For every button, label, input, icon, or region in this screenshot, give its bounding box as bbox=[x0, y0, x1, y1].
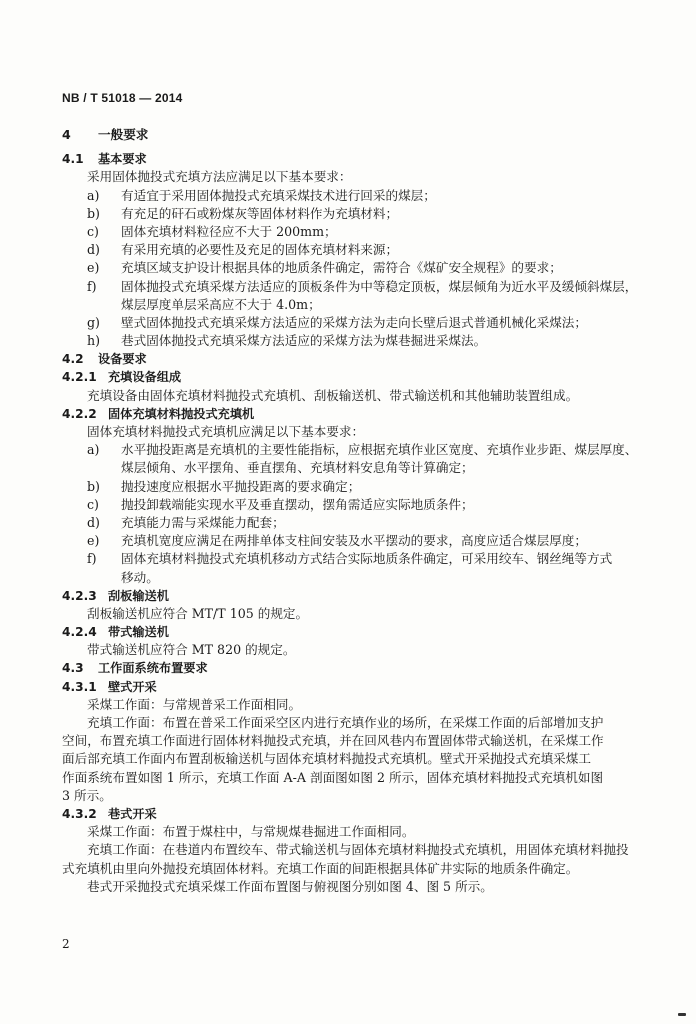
list-marker: e) bbox=[87, 533, 100, 549]
list-marker: g) bbox=[87, 314, 100, 330]
section-heading-4-2-2 bbox=[62, 405, 662, 423]
paragraph-line: 3 所示。 bbox=[62, 787, 112, 803]
list-item-text: 固体充填材料抛投式充填机移动方式结合实际地质条件确定，可采用绞车、钢丝绳等方式 bbox=[121, 551, 613, 567]
section-title: 基本要求 bbox=[98, 152, 147, 167]
section-heading-4-2-1 bbox=[62, 368, 662, 386]
list-item-text: 有适宜于采用固体抛投式充填采煤技术进行回采的煤层； bbox=[121, 187, 436, 203]
section-number: 4.2.4 bbox=[62, 625, 97, 640]
list-item bbox=[62, 259, 662, 277]
list-marker: d) bbox=[87, 514, 100, 530]
paragraph: 刮板输送机应符合 MT/T 105 的规定。 bbox=[87, 605, 309, 621]
list-item bbox=[62, 496, 662, 514]
standard-code-header: NB / T 51018 — 2014 bbox=[62, 91, 183, 105]
list-item-text: 有采用充填的必要性及充足的固体充填材料来源； bbox=[121, 242, 399, 258]
list-item-text: 巷式固体抛投式充填采煤方法适应的采煤方法为煤巷掘进采煤法。 bbox=[121, 333, 487, 349]
list-item-text: 固体充填材料粒径应不大于 200mm； bbox=[121, 223, 337, 239]
list-item-continuation: 移动。 bbox=[121, 569, 159, 585]
list-marker: f) bbox=[87, 278, 97, 294]
list-marker: d) bbox=[87, 242, 100, 258]
paragraph-line: 面后部充填工作面内布置刮板输送机与固体充填材料抛投式充填机。壁式开采抛投式充填采煤工 bbox=[62, 751, 591, 767]
section-heading-4 bbox=[62, 126, 662, 144]
list-item-text: 充填机宽度应满足在两排单体支柱间安装及水平摆动的要求，高度应适合煤层厚度； bbox=[121, 533, 587, 549]
section-title: 设备要求 bbox=[98, 352, 147, 367]
paragraph-line: 空间，布置充填工作面进行固体材料抛投式充填，并在回风巷内布置固体带式输送机，在采煤工作 bbox=[62, 733, 604, 749]
paragraph: 充填设备由固体充填材料抛投式充填机、刮板输送机、带式输送机和其他辅助装置组成。 bbox=[87, 387, 579, 403]
section-title: 带式输送机 bbox=[108, 625, 169, 640]
section-number: 4.2 bbox=[62, 352, 84, 367]
list-item bbox=[62, 278, 662, 296]
section-title: 工作面系统布置要求 bbox=[98, 661, 208, 676]
list-item-text: 抛投卸载端能实现水平及垂直摆动，摆角需适应实际地质条件； bbox=[121, 496, 474, 512]
section-heading-4-2-4 bbox=[62, 623, 662, 641]
list-item bbox=[62, 223, 662, 241]
section-number: 4.2.2 bbox=[62, 406, 97, 421]
section-title: 一般要求 bbox=[98, 127, 149, 142]
list-item bbox=[62, 550, 662, 568]
section-number: 4 bbox=[62, 127, 71, 142]
list-item bbox=[62, 441, 662, 459]
section-number: 4.2.1 bbox=[62, 370, 97, 385]
paragraph-line: 充填工作面：布置在普采工作面采空区内进行充填作业的场所，在采煤工作面的后部增加支护 bbox=[87, 715, 604, 730]
list-item-continuation: 煤层倾角、水平摆角、垂直摆角、充填材料安息角等计算确定； bbox=[121, 460, 474, 476]
paragraph-line: 式充填机由里向外抛投充填固体材料。充填工作面的间距根据具体矿井实际的地质条件确定。 bbox=[62, 860, 579, 876]
paragraph-line: 作面系统布置如图 1 所示，充填工作面 A-A 剖面图如图 2 所示，固体充填材料抛投式充填机如图 bbox=[62, 769, 604, 785]
section-heading-4-2 bbox=[62, 350, 662, 368]
list-marker: a) bbox=[87, 442, 100, 458]
list-item bbox=[62, 514, 662, 532]
list-marker: c) bbox=[87, 223, 99, 239]
paragraph: 带式输送机应符合 MT 820 的规定。 bbox=[87, 642, 296, 658]
list-item bbox=[62, 332, 662, 350]
list-item bbox=[62, 241, 662, 259]
section-heading-4-3-1 bbox=[62, 678, 662, 696]
list-item-text: 固体抛投式充填采煤方法适应的顶板条件为中等稳定顶板，煤层倾角为近水平及缓倾斜煤层， bbox=[121, 278, 638, 294]
paragraph: 采煤工作面：布置于煤柱中，与常规煤巷掘进工作面相同。 bbox=[87, 824, 415, 840]
paragraph-line: 充填工作面：在巷道内布置绞车、带式输送机与固体充填材料抛投式充填机，用固体充填材料抛投 bbox=[87, 842, 629, 858]
document-body bbox=[62, 124, 662, 896]
list-item-text: 充填能力需与采煤能力配套； bbox=[121, 514, 285, 530]
paragraph: 采煤工作面：与常规普采工作面相同。 bbox=[87, 696, 302, 712]
list-marker: c) bbox=[87, 496, 99, 512]
list-item-text: 有充足的矸石或粉煤灰等固体材料作为充填材料； bbox=[121, 205, 399, 221]
list-item-text: 充填区域支护设计根据具体的地质条件确定，需符合《煤矿安全规程》的要求； bbox=[121, 260, 562, 276]
section-number: 4.1 bbox=[62, 152, 84, 167]
list-item bbox=[62, 532, 662, 550]
list-marker: e) bbox=[87, 260, 100, 276]
section-heading-4-3 bbox=[62, 659, 662, 677]
list-marker: h) bbox=[87, 333, 101, 349]
list-marker: a) bbox=[87, 187, 100, 203]
section-number: 4.2.3 bbox=[62, 588, 97, 603]
page-number: 2 bbox=[62, 937, 70, 951]
section-title: 壁式开采 bbox=[108, 679, 157, 694]
scan-mark bbox=[678, 1013, 686, 1016]
section-title: 巷式开采 bbox=[108, 806, 157, 821]
section-heading-4-2-3 bbox=[62, 587, 662, 605]
list-marker: f) bbox=[87, 551, 97, 567]
list-item bbox=[62, 205, 662, 223]
list-item bbox=[62, 187, 662, 205]
list-item-text: 壁式固体抛投式充填采煤方法适应的采煤方法为走向长壁后退式普通机械化采煤法； bbox=[121, 314, 587, 330]
section-number: 4.3 bbox=[62, 661, 84, 676]
section-number: 4.3.2 bbox=[62, 806, 97, 821]
section-heading-4-1 bbox=[62, 150, 662, 168]
paragraph: 采用固体抛投式充填方法应满足以下基本要求： bbox=[87, 169, 352, 185]
section-title: 固体充填材料抛投式充填机 bbox=[108, 406, 255, 421]
section-title: 刮板输送机 bbox=[108, 588, 169, 603]
list-marker: b) bbox=[87, 205, 100, 221]
list-item bbox=[62, 478, 662, 496]
paragraph: 固体充填材料抛投式充填机应满足以下基本要求： bbox=[87, 424, 365, 439]
list-marker: b) bbox=[87, 478, 100, 494]
section-number: 4.3.1 bbox=[62, 679, 97, 694]
list-item-text: 水平抛投距离是充填机的主要性能指标，应根据充填作业区宽度、充填作业步距、煤层厚度、 bbox=[121, 442, 638, 458]
list-item-text: 抛投速度应根据水平抛投距离的要求确定； bbox=[121, 478, 361, 494]
list-item-continuation: 煤层厚度单层采高应不大于 4.0m； bbox=[121, 296, 321, 312]
list-item bbox=[62, 314, 662, 332]
paragraph: 巷式开采抛投式充填采煤工作面布置图与俯视图分别如图 4、图 5 所示。 bbox=[87, 878, 493, 894]
section-heading-4-3-2 bbox=[62, 805, 662, 823]
section-title: 充填设备组成 bbox=[108, 370, 182, 385]
